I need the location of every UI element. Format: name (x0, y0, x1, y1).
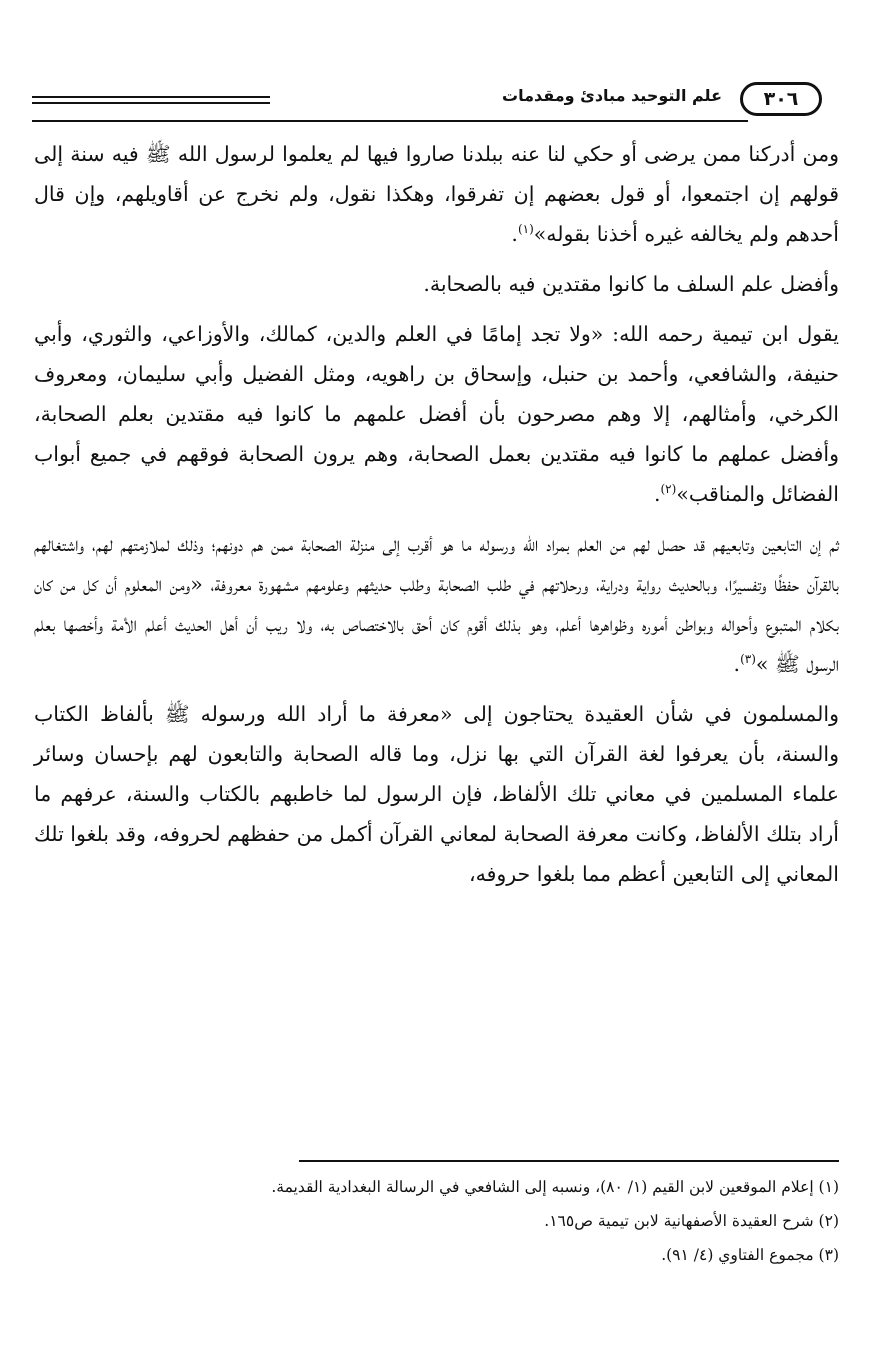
footnote-ref: (١) (517, 222, 534, 237)
text-line: بإحسان وسائر علماء المسلمين في معاني تلك الألفاظ، فإن الرسول لما خاطبهم (34, 742, 839, 806)
running-header (32, 80, 822, 124)
header-rule (32, 102, 270, 104)
footnote-separator (299, 1160, 839, 1162)
paragraph (34, 314, 839, 514)
text-line: وظواهرها أعلم، وهو بذلك أقوم كان أحق بالاختصاص به، ولا ريب أن أهل الحديث (174, 612, 634, 636)
footnote: (١) إعلام الموقعين لابن القيم (١/ ٨٠)، ونسبه إلى الشافعي في الرسالة البغدادية القديمة. (271, 1178, 839, 1196)
header-title: علم التوحيد مبادئ ومقدمات (502, 86, 722, 105)
text-line: منزلة الصحابة ممن هم دونهم؛ وذلك لملازمتهم لهم، واشتغالهم بالقرآن حفظًا وتفسيرًا، (34, 532, 839, 596)
text-line: يقول ابن تيمية رحمه الله: «ولا تجد إمامًا في العلم والدين، كمالك، والأوزاعي، (161, 322, 839, 346)
text-line: علمهم ما كانوا فيه مقتدين بعلم الصحابة، وأفضل عملهم ما كانوا فيه مقتدين بعمل (34, 402, 839, 466)
text-line: الفضيل وأبي سليمان، ومعروف الكرخي، وأمثالهم، إلا وهم مصرحون بأن أفضل (34, 362, 839, 426)
footnotes (34, 1170, 839, 1272)
paragraph (34, 694, 839, 894)
text-line: الكتاب والسنة، بأن يعرفوا لغة القرآن التي بها نزل، وما قاله الصحابة والتابعون لهم (34, 702, 839, 766)
text-line: مشهورة معروفة، «ومن المعلوم أن كل من كان بكلام المتبوع وأحواله وبواطن أموره (34, 572, 839, 636)
text-line: ومن أدركنا ممن يرضى أو حكي لنا عنه ببلدنا صاروا فيها لم يعلموا لرسول الله ﷺ فيه سنة (70, 142, 839, 166)
footnote-ref: (٢) (660, 482, 677, 497)
footnote: (٢) شرح العقيدة الأصفهانية لابن تيمية ص١٦٥. (544, 1212, 839, 1230)
text-line: وبالحديث رواية ودراية، ورحلاتهم في طلب الصحابة وطلب حديثهم وعلومهم (306, 572, 718, 596)
text-line: وإن قال أحدهم ولم يخالفه غيره أخذنا بقوله» (34, 182, 839, 246)
text-line: ثم إن التابعين وتابعيهم قد حصل لهم من العلم بمراد الله ورسوله ما هو أقرب إلى (382, 532, 839, 556)
body-text (34, 134, 839, 894)
text-line: بالكتاب والسنة، عرفهم ما أراد بتلك الألفاظ، وكانت معرفة الصحابة لمعاني القرآن (34, 782, 839, 846)
page-number: ٣٠٦ (740, 82, 822, 116)
punctuation: . (733, 652, 741, 676)
footnote: (٣) مجموع الفتاوي (٤/ ٩١). (661, 1246, 839, 1264)
punctuation: . (511, 222, 518, 246)
paragraph (34, 264, 839, 304)
footnote-ref: (٣) (740, 652, 756, 667)
text-line: الصحابة، وهم يرون الصحابة فوقهم في جميع أبواب الفضائل والمناقب» (34, 442, 839, 506)
text-line: أكمل من حفظهم لحروفه، وقد بلغوا تلك المعاني إلى التابعين أعظم مما بلغوا حروفه، (34, 822, 839, 886)
text-line: والثوري، وأبي حنيفة، والشافعي، وأحمد بن حنبل، وإسحاق بن راهويه، ومثل (34, 322, 839, 386)
paragraph (34, 524, 839, 684)
header-underline (32, 120, 748, 122)
text-line: أعلم الأمة وأخصها بعلم الرسول ﷺ » (34, 612, 839, 676)
paragraph (34, 134, 839, 254)
punctuation: . (653, 482, 661, 506)
text-line: إلى قولهم إن اجتمعوا، أو قول بعضهم إن تفرقوا، وهكذا نقول، ولم نخرج عن أقاويلهم، (34, 142, 839, 206)
text-line: والمسلمون في شأن العقيدة يحتاجون إلى «معرفة ما أراد الله ورسوله ﷺ بألفاظ (100, 702, 839, 726)
header-rule (32, 96, 270, 98)
text-line: وأفضل علم السلف ما كانوا مقتدين فيه بالصحابة. (423, 272, 839, 296)
